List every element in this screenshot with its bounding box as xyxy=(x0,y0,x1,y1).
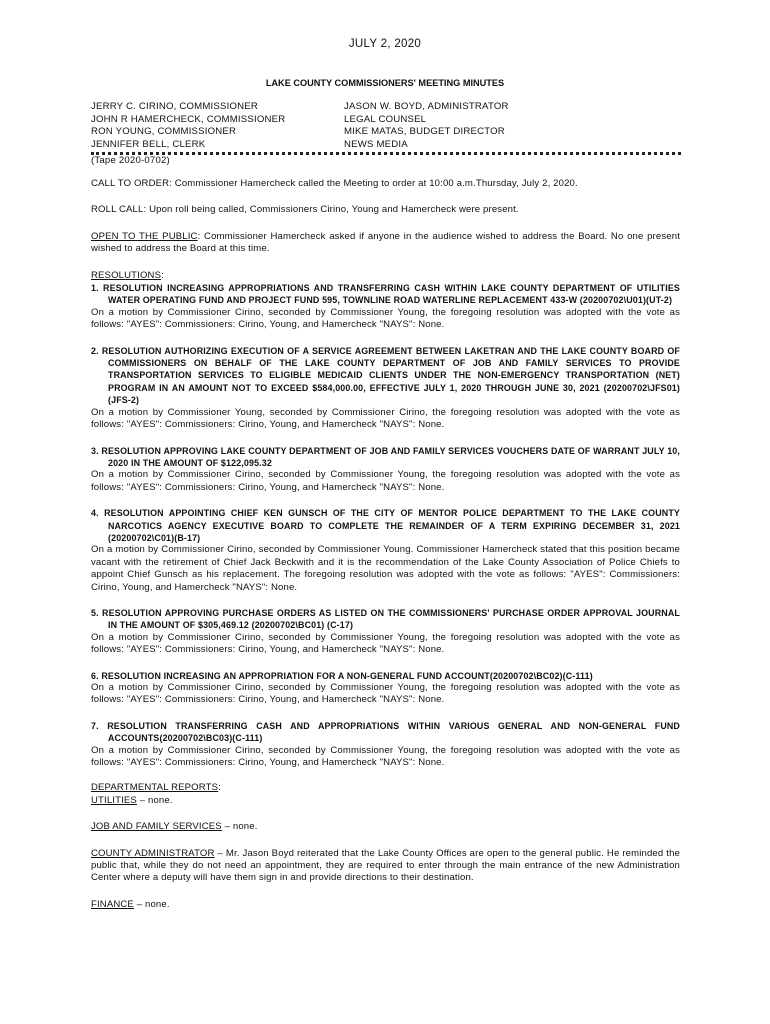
utilities-report xyxy=(91,795,680,807)
utilities-text: – none. xyxy=(136,794,173,806)
attendee: JERRY C. CIRINO, COMMISSIONER xyxy=(91,101,258,112)
resolution-vote: On a motion by Commissioner Cirino, seconded by Commissioner Young, the foregoing resolution was adopted with the vote as follows: "AYES": Commissioners: Cirino, Young, and Hamercheck "NAYS": None. xyxy=(91,306,680,331)
administrator-report xyxy=(91,848,680,885)
resolution-vote: On a motion by Commissioner Young, seconded by Commissioner Cirino, the foregoing resolution was adopted with the vote as follows: "AYES": Commissioners: Cirino, Young, and Hamercheck "NAYS": None. xyxy=(91,406,680,431)
administrator-label: COUNTY ADMINISTRATOR xyxy=(91,847,215,859)
jfs-label: JOB AND FAMILY SERVICES xyxy=(91,821,222,833)
finance-report xyxy=(91,899,680,911)
resolution-title: 3. RESOLUTION APPROVING LAKE COUNTY DEPARTMENT OF JOB AND FAMILY SERVICES VOUCHERS DATE OF WARRANT JULY 10, 2020 IN THE AMOUNT OF $122,095.32 xyxy=(91,445,680,468)
resolutions-section xyxy=(91,270,680,770)
resolution-title: 7. RESOLUTION TRANSFERRING CASH AND APPROPRIATIONS WITHIN VARIOUS GENERAL AND NON-GENERAL FUND ACCOUNTS(20200702\BC03)(C-111) xyxy=(91,720,680,744)
attendee: JENNIFER BELL, CLERK xyxy=(91,138,206,150)
attendees-right xyxy=(344,101,509,151)
meeting-date: JULY 2, 2020 xyxy=(348,38,422,50)
departmental-reports xyxy=(91,782,680,807)
jfs-report xyxy=(91,821,680,833)
minutes-body xyxy=(91,178,680,925)
resolution-item xyxy=(91,445,680,495)
public-text: : Commissioner Hamercheck asked if anyone in the audience wished to address the Board. No one present wished to address the Board at this time. xyxy=(91,230,680,255)
resolution-vote: On a motion by Commissioner Cirino, seconded by Commissioner Young, the foregoing resolution was adopted with the vote as follows: "AYES": Commissioners: Cirino, Young, and Hamercheck "NAYS": None. xyxy=(91,631,680,656)
resolution-title: 2. RESOLUTION AUTHORIZING EXECUTION OF A SERVICE AGREEMENT BETWEEN LAKETRAN AND THE LAKE COUNTY BOARD OF COMMISSIONERS ON BEHALF OF THE LAKE COUNTY DEPARTMENT OF JOB AND FAMILY SERVICES TO PROVIDE TRANSPORTATION SERVICES TO ELIGIBLE MEDICAID CLIENTS UNDER THE NON-EMERGENCY TRANSPORTATION (NET) PROGRAM IN AN AMOUNT NOT TO EXCEED $584,000.00, EFFECTIVE JULY 1, 2020 THROUGH JUNE 30, 2021 (20200702\JFS01)(JFS-2) xyxy=(91,345,680,406)
resolutions-label: RESOLUTIONS xyxy=(91,269,162,281)
jfs-text: – none. xyxy=(221,821,258,833)
utilities-label: UTILITIES xyxy=(91,794,137,806)
departmental-colon: : xyxy=(218,782,221,794)
resolution-item xyxy=(91,670,680,707)
attendee: JOHN R HAMERCHECK, COMMISSIONER xyxy=(91,113,286,125)
dotted-divider xyxy=(91,152,681,155)
attendee: NEWS MEDIA xyxy=(344,138,408,150)
attendees-left xyxy=(91,101,285,151)
resolution-item xyxy=(91,345,680,432)
resolution-item xyxy=(91,507,680,594)
departmental-heading xyxy=(91,782,680,794)
call-to-order: CALL TO ORDER: Commissioner Hamercheck called the Meeting to order at 10:00 a.m.Thursday, July 2, 2020. xyxy=(91,178,578,189)
resolution-vote: On a motion by Commissioner Cirino, seconded by Commissioner Young, the foregoing resolution was adopted with the vote as follows: "AYES": Commissioners: Cirino, Young, and Hamercheck "NAYS": None. xyxy=(91,682,680,706)
resolution-vote: On a motion by Commissioner Cirino, seconded by Commissioner Young, the foregoing resolution was adopted with the vote as follows: "AYES": Commissioners: Cirino, Young, and Hamercheck "NAYS": None. xyxy=(91,469,680,493)
resolution-title: 5. RESOLUTION APPROVING PURCHASE ORDERS AS LISTED ON THE COMMISSIONERS' PURCHASE ORDER APPROVAL JOURNAL IN THE AMOUNT OF $305,469.12 (20200702\BC01) (C-17) xyxy=(91,607,680,631)
finance-label: FINANCE xyxy=(91,898,134,910)
resolution-title: 6. RESOLUTION INCREASING AN APPROPRIATION FOR A NON-GENERAL FUND ACCOUNT(20200702\BC02)(C-111) xyxy=(91,670,593,681)
attendee: JASON W. BOYD, ADMINISTRATOR xyxy=(344,101,509,112)
resolution-vote: On a motion by Commissioner Cirino, seconded by Commissioner Young, the foregoing resolution was adopted with the vote as follows: "AYES": Commissioners: Cirino, Young, and Hamercheck "NAYS": None. xyxy=(91,744,680,769)
resolution-item xyxy=(91,282,680,332)
document-title: LAKE COUNTY COMMISSIONERS' MEETING MINUTES xyxy=(265,78,505,88)
resolutions-heading xyxy=(91,270,680,282)
resolution-item xyxy=(91,607,680,657)
resolutions-colon: : xyxy=(161,269,164,281)
tape-number: (Tape 2020-0702) xyxy=(91,155,170,166)
roll-call: ROLL CALL: Upon roll being called, Commissioners Cirino, Young and Hamercheck were present. xyxy=(91,204,519,216)
administrator-text: – Mr. Jason Boyd reiterated that the Lake County Offices are open to the general public. He reminded the public that, while they do not need an appointment, they are required to enter through the main entrance of the new Administration Center where a deputy will have them sign in and provide directions to their destination. xyxy=(91,847,680,884)
resolution-item xyxy=(91,720,680,770)
departmental-label: DEPARTMENTAL REPORTS xyxy=(91,782,219,794)
public-label: OPEN TO THE PUBLIC xyxy=(91,230,198,242)
open-to-public xyxy=(91,231,680,256)
attendee: LEGAL COUNSEL xyxy=(344,113,427,125)
resolution-vote: On a motion by Commissioner Cirino, seconded by Commissioner Young. Commissioner Hamercheck stated that this position became vacant with the retirement of Chief Jack Beckwith and it is the recommendation of the Lake County Association of Police Chiefs to appoint Chief Gunsch as his replacement. The foregoing resolution was adopted with the vote as follows: "AYES": Commissioners: Cirino, Young, and Hamercheck "NAYS": None. xyxy=(91,544,680,593)
attendee: RON YOUNG, COMMISSIONER xyxy=(91,126,237,138)
resolution-title: 1. RESOLUTION INCREASING APPROPRIATIONS AND TRANSFERRING CASH WITHIN LAKE COUNTY DEPARTMENT OF UTILITIES WATER OPERATING FUND AND PROJECT FUND 595, TOWNLINE ROAD WATERLINE REPLACEMENT 433-W (20200702\U01)(UT-2) xyxy=(91,283,680,306)
finance-text: – none. xyxy=(133,898,170,910)
resolution-title: 4. RESOLUTION APPOINTING CHIEF KEN GUNSCH OF THE CITY OF MENTOR POLICE DEPARTMENT TO THE LAKE COUNTY NARCOTICS AGENCY EXECUTIVE BOARD TO COMPLETE THE REMAINDER OF A TERM EXPIRING DECEMBER 31, 2021 (20200702\C01)(B-17) xyxy=(91,508,680,543)
attendee: MIKE MATAS, BUDGET DIRECTOR xyxy=(344,126,505,138)
